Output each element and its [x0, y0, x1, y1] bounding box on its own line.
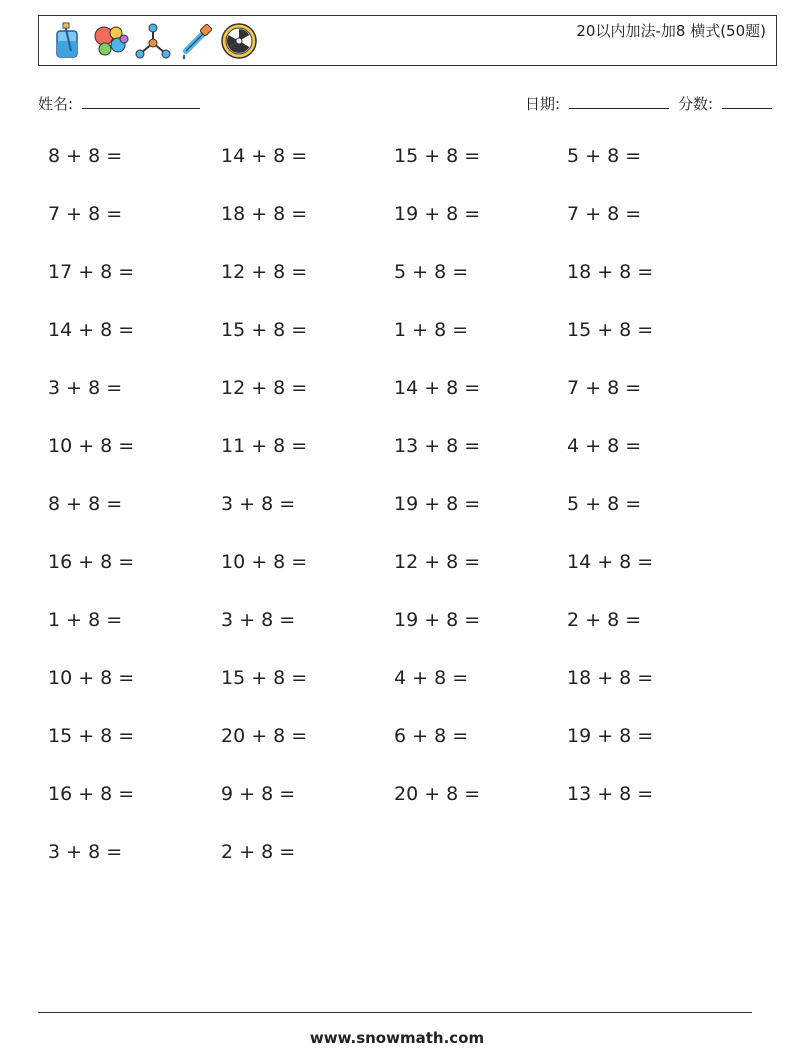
problem-item: 10 + 8 = — [48, 667, 135, 689]
problem-item: 20 + 8 = — [221, 725, 308, 747]
name-field — [38, 93, 200, 114]
problem-item: 15 + 8 = — [48, 725, 135, 747]
beaker-icon — [47, 21, 87, 61]
worksheet-header — [38, 15, 777, 66]
score-field — [678, 93, 772, 114]
problem-item: 13 + 8 = — [567, 783, 654, 805]
problem-item: 15 + 8 = — [394, 145, 481, 167]
problem-item: 5 + 8 = — [567, 145, 642, 167]
problem-item: 7 + 8 = — [567, 377, 642, 399]
problem-item: 6 + 8 = — [394, 725, 469, 747]
problem-item: 15 + 8 = — [221, 319, 308, 341]
problem-item: 12 + 8 = — [394, 551, 481, 573]
radiation-icon — [219, 21, 259, 61]
problem-item: 3 + 8 = — [221, 609, 296, 631]
problem-item: 18 + 8 = — [567, 261, 654, 283]
problem-item: 3 + 8 = — [221, 493, 296, 515]
problem-item: 2 + 8 = — [567, 609, 642, 631]
problem-item: 19 + 8 = — [394, 203, 481, 225]
problem-item: 19 + 8 = — [394, 609, 481, 631]
footer-url: www.snowmath.com — [309, 1029, 485, 1047]
problem-item: 7 + 8 = — [48, 203, 123, 225]
problem-item: 12 + 8 = — [221, 261, 308, 283]
date-blank[interactable] — [569, 94, 669, 109]
problem-item: 19 + 8 = — [567, 725, 654, 747]
problem-item: 17 + 8 = — [48, 261, 135, 283]
problem-item: 8 + 8 = — [48, 493, 123, 515]
problem-item: 9 + 8 = — [221, 783, 296, 805]
name-label: 姓名: — [38, 95, 74, 113]
problem-item: 20 + 8 = — [394, 783, 481, 805]
name-blank[interactable] — [82, 94, 200, 109]
date-label: 日期: — [525, 95, 561, 113]
problem-item: 18 + 8 = — [567, 667, 654, 689]
score-label: 分数: — [678, 95, 714, 113]
problem-item: 2 + 8 = — [221, 841, 296, 863]
problem-item: 15 + 8 = — [567, 319, 654, 341]
problem-item: 14 + 8 = — [48, 319, 135, 341]
problem-item: 18 + 8 = — [221, 203, 308, 225]
problem-item: 1 + 8 = — [394, 319, 469, 341]
molecules-icon — [90, 21, 130, 61]
problem-item: 5 + 8 = — [394, 261, 469, 283]
problem-item: 5 + 8 = — [567, 493, 642, 515]
date-field — [525, 93, 669, 114]
problem-item: 3 + 8 = — [48, 841, 123, 863]
dropper-icon — [176, 21, 216, 61]
problem-item: 10 + 8 = — [221, 551, 308, 573]
problem-item: 15 + 8 = — [221, 667, 308, 689]
footer-divider — [38, 1012, 752, 1013]
problem-item: 3 + 8 = — [48, 377, 123, 399]
problem-item: 12 + 8 = — [221, 377, 308, 399]
problem-item: 14 + 8 = — [567, 551, 654, 573]
problem-item: 8 + 8 = — [48, 145, 123, 167]
problem-item: 16 + 8 = — [48, 551, 135, 573]
problem-item: 14 + 8 = — [221, 145, 308, 167]
problem-item: 16 + 8 = — [48, 783, 135, 805]
problem-item: 7 + 8 = — [567, 203, 642, 225]
problem-item: 4 + 8 = — [394, 667, 469, 689]
worksheet-title: 20以内加法-加8 横式(50题) — [576, 22, 766, 40]
problem-item: 14 + 8 = — [394, 377, 481, 399]
score-blank[interactable] — [722, 94, 772, 109]
molecule-structure-icon — [133, 21, 173, 61]
problem-item: 13 + 8 = — [394, 435, 481, 457]
problem-item: 11 + 8 = — [221, 435, 308, 457]
problem-item: 1 + 8 = — [48, 609, 123, 631]
problem-item: 4 + 8 = — [567, 435, 642, 457]
problem-item: 10 + 8 = — [48, 435, 135, 457]
problem-item: 19 + 8 = — [394, 493, 481, 515]
header-icons — [47, 20, 262, 62]
